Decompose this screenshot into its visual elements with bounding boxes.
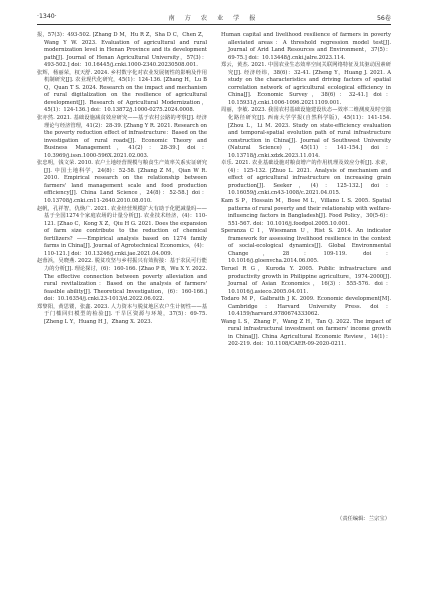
reference-entry: 赵帆，孔祥智，仇焕广. 2021. 农业经营规模扩大有助于化肥减量吗——基于全国1274个家庭农场的计量分析[J]. 农业技术经济，(4)：110-121. [Zhao C，Kong X Z，Qiu H G. 2021. Does the expansion of farm size contribute to the reduction of chemical fertilizers? ——Empirical analysis based on 1274 family farms in China[J]. Journal of Agrotechnical Economics，(4)：110-121.] doi：10.13246/j.cnki.jae.2021.04.009. <box>37 205 207 257</box>
reference-entry: 报，57(3)：493-502. [Zhang D M，Hu R Z，Sha D C，Chen Z，Wang Y W. 2023. Evaluation of agricultural and rural modernization level in Henan Province and its development path[J]. Journal of Henan Agricultural University，57(3)：493-502.] doi：10.16445/j.cnki.1000-2340.20230508.001. <box>37 32 207 69</box>
journal-title: 南 方 农 业 学 报 <box>168 15 260 22</box>
reference-entry: 郑黎阳，黄思镂，张鑫. 2023. 人力资本与脱贫地区农户生计韧性——基于门槛回归模型的检验[J]. 干旱区资源与环境，37(5)：69-75. [Zheng L Y，Huang H J，Zhang X. 2023. <box>37 303 207 325</box>
running-header <box>37 11 391 25</box>
reference-entry: 张忠明，钱文荣. 2010. 农户土地经营规模与粮食生产效率关系实证研究[J]. 中国土地科学，24(8)：52-58. [Zhang Z M，Qian W R. 2010. Empirical research on the relationship between farmers' land management scale and food production efficiency[J]. China Land Science，24(8)：52-58.] doi：10.13708/j.cnki.cn11-2640.2010.08.010. <box>37 160 207 205</box>
reference-entry: 卓乐. 2021. 农业基础设施对粮食增产的作用机理及效应分析[J]. 求索，(4)：125-132. [Zhuo L. 2021. Analysis of mechanism and effect of agricultural infrastructure on increasing grain production[J]. Seeker，(4)：125-132.] doi：10.16059/j.cnki.cn43-1008/c.2021.04.015. <box>221 160 391 197</box>
reference-entry: Wang L S，Zhang F，Wang Z H，Tan Q. 2022. The impact of rural infrastructural investment on farmers' income growth in China[J]. China Agricultural Economic Review，14(1)：202-219. doi：10.1108/CAER-09-2020-0211. <box>221 318 391 348</box>
reference-entry: 赵蓉浜，吴晓燕. 2022. 脱贫攻坚与乡村振兴有效衔接：基于农民可行能力的分析[J]. 理论探讨，(6)：160-166. [Zhao P B，Wu X Y. 2022. The effective connection between poverty alleviation and rural revitalization：Based on the analysis of farmers' feasible ability[J]. Theoretical Investigation，(6)：160-166.] doi：10.16354/j.cnki.23-1013/d.2022.06.022. <box>37 258 207 303</box>
reference-entry: 郑云，黄杰. 2021. 中国农业生态效率空间关联网络特征及其驱动因素研究[J]. 经济经纬，38(6)：32-41. [Zheng Y，Huang J. 2021. A study on the characteristics and driving factors of spatial correlation network of agricultural ecological efficiency in China[J]. Economic Survey，38(6)：32-41.] doi：10.15931/j.cnki.1006-1096.20211109.001. <box>221 62 391 106</box>
reference-entry: Kam S P，Hossain M，Bose M L，Villano L S. 2005. Spatial patterns of rural poverty and their relationship with welfare-influencing factors in Bangladesh[J]. Food Policy，30(5-6)：551-567. doi：10.1016/j.foodpol.2005.10.001. <box>221 198 391 227</box>
references-left-column <box>37 32 207 326</box>
references-right-column <box>221 32 391 349</box>
reference-entry: Todaro M P，Galbraith J K. 2009. Economic development[M]. Cambridge：Harvard University Press. doi：10.4159/harvard.9780674333062. <box>221 296 391 318</box>
reference-entry: 张辉，杨丽荣，权天舒. 2024. 乡村数字化对农业发展韧性的影响及作用机制研究[J]. 农业现代化研究，45(1)：124-136. [Zhang H，Lu B Q，Quan T S. 2024. Research on the impact and mechanism of rural digitalization on the resilience of agricultural development[J]. Research of Agricultural Modernization，45(1)：124-136.] doi：10.13872/j.1000-0275.2024.0008. <box>37 69 207 114</box>
reference-entry: Human capital and livelihood resilience of farmers in poverty alleviated areas：A threshold regression model test[J]. Journal of Arid Land Resources and Environment，37(5)：69-75.] doi：10.13448/j.cnki.jalre.2023.114. <box>221 32 391 61</box>
reference-entry: 张亦然. 2021. 基础设施减贫效应研究——基于农村公路的考察[J]. 经济理论与经济管理，41(2)：28-39. [Zhang Y R. 2021. Research on the poverty reduction effect of infrastructure：Based on the investigation of rural roads[J]. Economic Theory and Business Management，41(2)：28-39.] doi：10.3969/j.issn.1000-596X.2021.02.003. <box>37 115 207 159</box>
reference-entry: 周丽，李敏. 2023. 我国农村基础设施建设状态—效率二维测度及时空演化路径研究[J]. 西南大学学报(自然科学版)，45(11)：141-154. [Zhou L，Li M. 2023. Study on state-efficiency evaluation and temporal-spatial evolution path of rural infrastructure construction in China[J]. Journal of Southwest University (Natural Science)，45(11)：141-154.] doi：10.13718/j.cnki.xdzk.2023.11.014. <box>221 107 391 159</box>
reference-entry: Speranza C I，Wiesmann U，Rist S. 2014. An indicator framework for assessing livelihood resilience in the context of social-ecological dynamics[J]. Global Environmental Change，28：109-119. doi：10.1016/j.gloenvcha.2014.06.005. <box>221 228 391 265</box>
page-number: ·1340· <box>37 13 57 20</box>
volume-label: 56卷 <box>376 15 391 22</box>
responsible-editor-note: （责任编辑：兰宗宝） <box>337 516 390 522</box>
reference-entry: Teruel R G，Kuroda Y. 2005. Public infrastructure and productivity growth in Philippine agriculture，1974-2000[J]. Journal of Asian Economics，16(3)：555-576. doi：10.1016/j.asieco.2005.04.011. <box>221 265 391 295</box>
